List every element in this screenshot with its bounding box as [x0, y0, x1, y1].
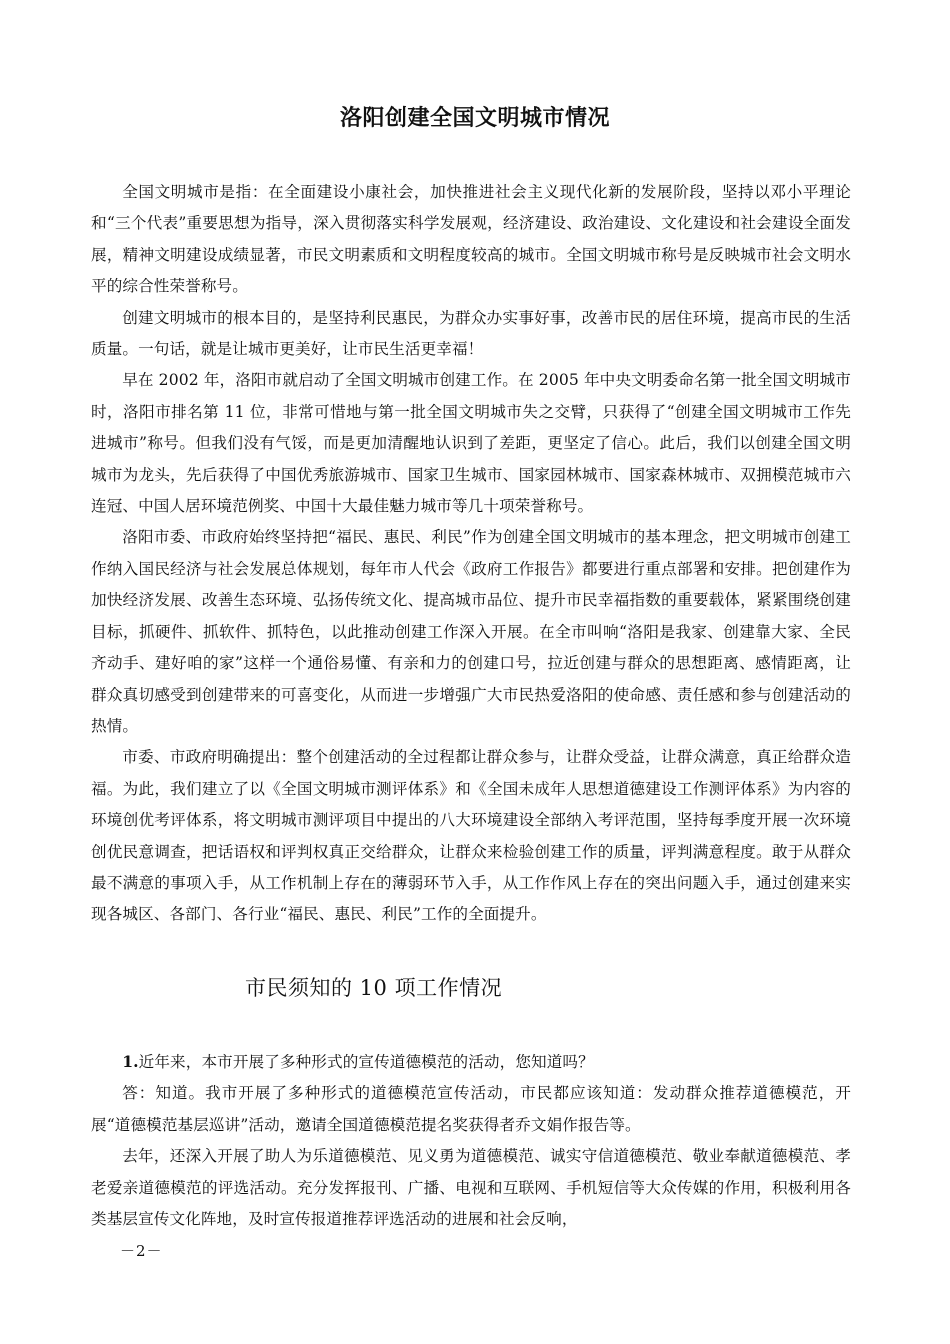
- document-title: 洛阳创建全国文明城市情况: [339, 105, 610, 131]
- answer-paragraph: 答：知道。我市开展了多种形式的道德模范宣传活动，市民都应该知道：发动群众推荐道德模范，开展“道德模范基层巡讲”活动，邀请全国道德模范提名奖获得者乔文娟作报告等。: [91, 1084, 851, 1134]
- question-text: 近年来，本市开展了多种形式的宣传道德模范的活动，您知道吗？: [138, 1053, 594, 1071]
- paragraph: 市委、市政府明确提出：整个创建活动的全过程都让群众参与，让群众受益，让群众满意，真正给群众造福。为此，我们建立了以《全国文明城市测评体系》和《全国未成年人思想道德建设工作测评体系》为内容的环境创优考评体系，将文明城市测评项目中提出的八大环境建设全部纳入考评范围，坚持每季度开展一次环境创优民意调查，把话语权和评判权真正交给群众，让群众来检验创建工作的质量，评判满意程度。敢于从群众最不满意的事项入手，从工作机制上存在的薄弱环节入手，从工作作风上存在的突出问题入手，通过创建来实现各城区、各部门、各行业“福民、惠民、利民”工作的全面提升。: [91, 748, 851, 924]
- section-subtitle: 市民须知的 10 项工作情况: [245, 976, 503, 1000]
- question: [91, 1046, 851, 1078]
- paragraph: 洛阳市委、市政府始终坚持把“福民、惠民、利民”作为创建全国文明城市的基本理念，把文明城市创建工作纳入国民经济与社会发展总体规划，每年市人代会《政府工作报告》都要进行重点部署和安排。把创建作为加快经济发展、改善生态环境、弘扬传统文化、提高城市品位、提升市民幸福指数的重要载体，紧紧围绕创建目标，抓硬件、抓软件、抓特色，以此推动创建工作深入开展。在全市叫响“洛阳是我家、创建靠大家、全民齐动手、建好咱的家”这样一个通俗易懂、有亲和力的创建口号，拉近创建与群众的思想距离、感情距离，让群众真切感受到创建带来的可喜变化，从而进一步增强广大市民热爱洛阳的使命感、责任感和参与创建活动的热情。: [91, 528, 851, 735]
- paragraph: 创建文明城市的根本目的，是坚持利民惠民，为群众办实事好事，改善市民的居住环境，提高市民的生活质量。一句话，就是让城市更美好，让市民生活更幸福！: [91, 308, 851, 359]
- page-number: －2－: [120, 1242, 163, 1260]
- paragraph: 全国文明城市是指：在全面建设小康社会，加快推进社会主义现代化新的发展阶段，坚持以邓小平理论和“三个代表”重要思想为指导，深入贯彻落实科学发展观，经济建设、政治建设、文化建设和社会建设全面发展，精神文明建设成绩显著，市民文明素质和文明程度较高的城市。全国文明城市称号是反映城市社会文明水平的综合性荣誉称号。: [91, 183, 851, 296]
- intro-section: [91, 177, 851, 931]
- paragraph: 早在 2002 年，洛阳市就启动了全国文明城市创建工作。在 2005 年中央文明委命名第一批全国文明城市时，洛阳市排名第 11 位，非常可惜地与第一批全国文明城市失之交臂，只获得了“创建全国文明城市工作先进城市”称号。但我们没有气馁，而是更加清醒地认识到了差距，更坚定了信心。此后，我们以创建全国文明城市为龙头，先后获得了中国优秀旅游城市、国家卫生城市、国家园林城市、国家森林城市、双拥模范城市六连冠、中国人居环境范例奖、中国十大最佳魅力城市等几十项荣誉称号。: [91, 371, 851, 516]
- question-number: 1.: [122, 1052, 139, 1071]
- qa-section: [91, 1046, 851, 1235]
- answer-paragraph: 去年，还深入开展了助人为乐道德模范、见义勇为道德模范、诚实守信道德模范、敬业奉献道德模范、孝老爱亲道德模范的评选活动。充分发挥报刊、广播、电视和互联网、手机短信等大众传媒的作用，积极利用各类基层宣传文化阵地，及时宣传报道推荐评选活动的进展和社会反响，: [91, 1147, 851, 1229]
